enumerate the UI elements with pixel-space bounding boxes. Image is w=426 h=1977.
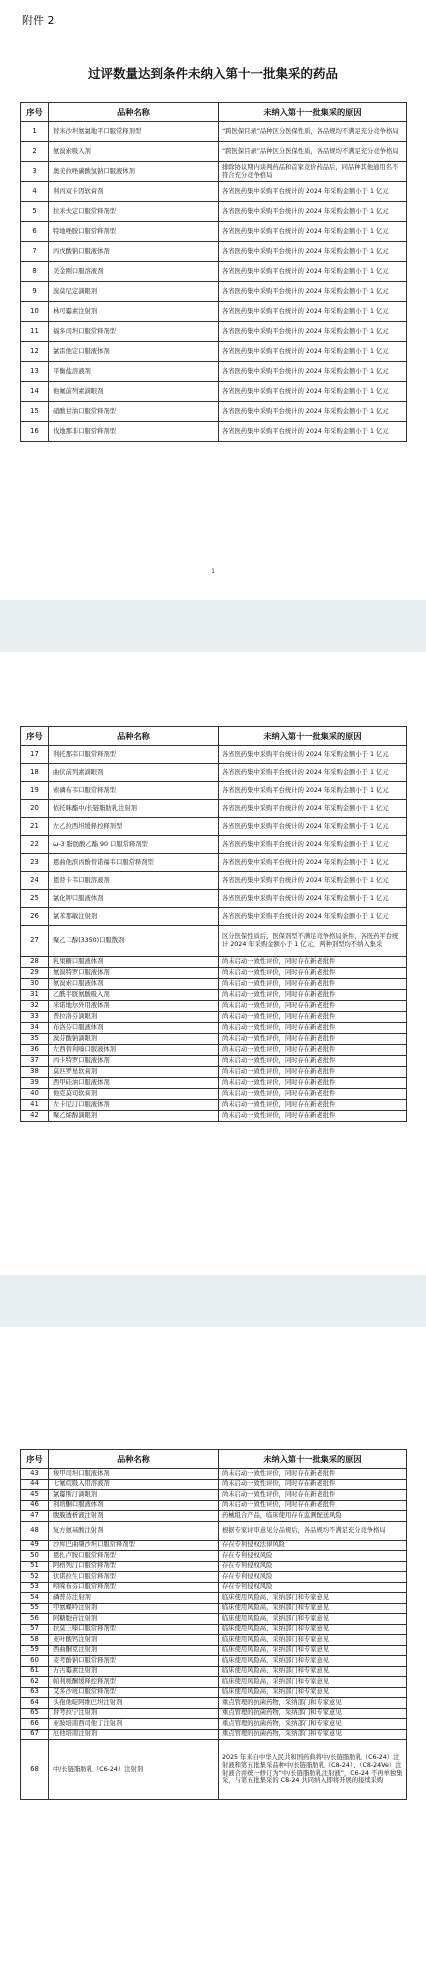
row-number: 58 (21, 1635, 49, 1646)
table-row (21, 1056, 407, 1067)
row-number: 31 (21, 990, 49, 1001)
exclusion-reason: 尚未启动一致性评价，同时存在新老批件 (219, 1469, 407, 1480)
header-name: 品种名称 (49, 1450, 219, 1469)
table-row (21, 1089, 407, 1100)
drug-name: 左乙拉西坦缓释控释剂型 (49, 818, 219, 836)
exclusion-reason: “跨医保目录”品种区分医保性质，各品规均不满足充分竞争格局 (219, 142, 407, 162)
exclusion-reason: 临床使用风险高，采纳部门和专家意见 (219, 1624, 407, 1635)
exclusion-reason: 各省医药集中采购平台统计的 2024 年采购金额小于 1 亿元 (219, 202, 407, 222)
exclusion-reason: 各省医药集中采购平台统计的 2024 年采购金额小于 1 亿元 (219, 782, 407, 800)
row-number: 7 (21, 242, 49, 262)
exclusion-reason: 各省医药集中采购平台统计的 2024 年采购金额小于 1 亿元 (219, 908, 407, 926)
header-reason: 未纳入第十一批集采的原因 (219, 103, 407, 122)
drug-name: 厄他培南注射剂 (49, 1729, 219, 1740)
drug-name: 莫匹罗星软膏剂 (49, 1067, 219, 1078)
table-row (21, 1708, 407, 1719)
row-number: 67 (21, 1729, 49, 1740)
exclusion-reason: 临床使用风险高，采纳部门和专家意见 (219, 1656, 407, 1667)
exclusion-reason: 各省医药集中采购平台统计的 2024 年采购金额小于 1 亿元 (219, 402, 407, 422)
drug-name: 替考拉宁注射剂 (49, 1708, 219, 1719)
table-row (21, 1023, 407, 1034)
drug-name: 氯苯那敏注射剂 (49, 908, 219, 926)
exclusion-reason: 临床使用风险高，采纳部门和专家意见 (219, 1593, 407, 1604)
table-row (21, 926, 407, 957)
row-number: 23 (21, 854, 49, 872)
drug-name: 沙库巴曲缬沙坦口服常释剂型 (49, 1540, 219, 1551)
table-row (21, 1624, 407, 1635)
row-number: 46 (21, 1500, 49, 1511)
exclusion-reason: 2025 年来自中华人民共和国药典将中/长链脂肪乳（C6-24）注射液和第五批集采品种中/长链脂肪乳（C8-24）、（C8-24Ve）注射液合并统一修订为“中/长链脂肪乳注射液”，C6-24 不再单独集采，与第五批集采的 C8-24 共同纳入即将开展的接续采购 (219, 1740, 407, 1800)
row-number: 51 (21, 1561, 49, 1572)
row-number: 49 (21, 1540, 49, 1551)
exclusion-reason: 临床使用风险高，采纳部门和专家意见 (219, 1666, 407, 1677)
exclusion-reason: 各省医药集中采购平台统计的 2024 年采购金额小于 1 亿元 (219, 282, 407, 302)
row-number: 5 (21, 202, 49, 222)
row-number: 24 (21, 872, 49, 890)
exclusion-reason: 存在专利侵权风险 (219, 1551, 407, 1562)
table-row (21, 890, 407, 908)
exclusion-reason: 存在专利侵权法律风险 (219, 1540, 407, 1551)
row-number: 47 (21, 1511, 49, 1522)
table-row (21, 1614, 407, 1625)
row-number: 9 (21, 282, 49, 302)
row-number: 8 (21, 262, 49, 282)
table-row (21, 1740, 407, 1800)
table-row (21, 746, 407, 764)
exclusion-reason: 各省医药集中采购平台统计的 2024 年采购金额小于 1 亿元 (219, 800, 407, 818)
exclusion-reason: 重点管理的抗菌药物，采纳部门和专家意见 (219, 1698, 407, 1709)
table-row (21, 1687, 407, 1698)
table-row (21, 1666, 407, 1677)
table-row (21, 1645, 407, 1656)
drug-name: 头孢他啶阿维巴坦注射剂 (49, 1698, 219, 1709)
table-row (21, 1034, 407, 1045)
exclusion-reason: 尚未启动一致性评价，同时存在新老批件 (219, 1001, 407, 1012)
row-number: 61 (21, 1666, 49, 1677)
exclusion-reason: 尚未启动一致性评价，同时存在新老批件 (219, 1034, 407, 1045)
drug-name: 拉莫三嗪口服常释剂型 (49, 1624, 219, 1635)
drug-name: 阿糖胞苷注射剂 (49, 1614, 219, 1625)
drug-name: 左卡尼汀口服液体剂 (49, 1100, 219, 1111)
exclusion-reason: 尚未启动一致性评价，同时存在新老批件 (219, 1111, 407, 1122)
row-number: 40 (21, 1089, 49, 1100)
row-number: 25 (21, 890, 49, 908)
exclusion-reason: 尚未启动一致性评价，同时存在新老批件 (219, 968, 407, 979)
exclusion-reason: 尚未启动一致性评价，同时存在新老批件 (219, 990, 407, 1001)
drug-name: 磷普芬注射剂 (49, 1593, 219, 1604)
row-number: 18 (21, 764, 49, 782)
table-row (21, 854, 407, 872)
row-number: 65 (21, 1708, 49, 1719)
drug-table-1 (20, 102, 407, 442)
exclusion-reason: 尚未启动一致性评价，同时存在新老批件 (219, 1490, 407, 1501)
document-page-1 (0, 0, 426, 600)
exclusion-reason: 尚未启动一致性评价，同时存在新老批件 (219, 1023, 407, 1034)
table-row (21, 1540, 407, 1551)
exclusion-reason: 各省医药集中采购平台统计的 2024 年采购金额小于 1 亿元 (219, 764, 407, 782)
row-number: 10 (21, 302, 49, 322)
drug-name: 七氟烷吸入用溶液剂 (49, 1479, 219, 1490)
row-number: 22 (21, 836, 49, 854)
table-row (21, 262, 407, 282)
row-number: 13 (21, 362, 49, 382)
table-row (21, 1111, 407, 1122)
exclusion-reason: 重点管理的抗菌药物，采纳部门和专家意见 (219, 1708, 407, 1719)
exclusion-reason: 排除协议期内谈判药品和首家竞价药品后，同品种其他通用名不符合充分竞争格局 (219, 162, 407, 182)
table-row (21, 1045, 407, 1056)
exclusion-reason: 各省医药集中采购平台统计的 2024 年采购金额小于 1 亿元 (219, 242, 407, 262)
table-row (21, 764, 407, 782)
table-row (21, 1551, 407, 1562)
drug-name: 米诺地尔外用液体剂 (49, 1001, 219, 1012)
table-row (21, 1635, 407, 1646)
drug-name: ω-3 脂肪酸乙酯 90 口服常释剂型 (49, 836, 219, 854)
row-number: 53 (21, 1582, 49, 1593)
drug-name: 氨溴索吸入剂 (49, 142, 219, 162)
page-gap (0, 600, 426, 652)
drug-name: 奥美拉唑碳酸氢钠口服液体剂 (49, 162, 219, 182)
drug-name: 依托咪酯中/长链脂肪乳注射剂 (49, 800, 219, 818)
row-number: 28 (21, 957, 49, 968)
table-row (21, 1067, 407, 1078)
row-number: 26 (21, 908, 49, 926)
drug-name: 羧甲司坦口服液体剂 (49, 1469, 219, 1480)
row-number: 36 (21, 1045, 49, 1056)
exclusion-reason: 临床使用风险高，采纳部门和专家意见 (219, 1614, 407, 1625)
drug-name: 替米沙坦氨氯地平口服常释剂型 (49, 122, 219, 142)
drug-name: 艾多沙班口服常释剂型 (49, 1687, 219, 1698)
exclusion-reason: 临床使用风险高，采纳部门和专家意见 (219, 1603, 407, 1614)
exclusion-reason: 尚未启动一致性评价，同时存在新老批件 (219, 1100, 407, 1111)
table-row (21, 222, 407, 242)
table-row (21, 362, 407, 382)
row-number: 38 (21, 1067, 49, 1078)
exclusion-reason: 药械组合产品，临床使用存在监测配送风险 (219, 1511, 407, 1522)
exclusion-reason: 各省医药集中采购平台统计的 2024 年采购金额小于 1 亿元 (219, 854, 407, 872)
drug-name: 曲伏前列素滴眼剂 (49, 764, 219, 782)
row-number: 59 (21, 1645, 49, 1656)
drug-name: 溴莫尼定滴眼剂 (49, 282, 219, 302)
exclusion-reason: 存在专利侵权风险 (219, 1582, 407, 1593)
row-number: 34 (21, 1023, 49, 1034)
exclusion-reason: 各省医药集中采购平台统计的 2024 年采购金额小于 1 亿元 (219, 746, 407, 764)
exclusion-reason: 各省医药集中采购平台统计的 2024 年采购金额小于 1 亿元 (219, 302, 407, 322)
table-row (21, 908, 407, 926)
row-number: 55 (21, 1603, 49, 1614)
table-row (21, 282, 407, 302)
table-row (21, 1698, 407, 1709)
row-number: 57 (21, 1624, 49, 1635)
table-row (21, 1001, 407, 1012)
drug-name: 索磷布韦口服常释剂型 (49, 782, 219, 800)
drug-name: 恩扎卢胺口服常释剂型 (49, 1551, 219, 1562)
exclusion-reason: 尚未启动一致性评价，同时存在新老批件 (219, 979, 407, 990)
row-number: 50 (21, 1551, 49, 1562)
exclusion-reason: 临床使用风险高，采纳部门和专家意见 (219, 1635, 407, 1646)
drug-name: 利托那韦口服常释剂型 (49, 746, 219, 764)
drug-name: 溴芬酸钠滴眼剂 (49, 1034, 219, 1045)
drug-name: 聚乙烯醇滴眼剂 (49, 1111, 219, 1122)
drug-name: 聚乙二醇(3350)口服散剂 (49, 926, 219, 957)
table-row (21, 968, 407, 979)
drug-name: 西甲硅油口服液体剂 (49, 1078, 219, 1089)
row-number: 12 (21, 342, 49, 362)
row-number: 15 (21, 402, 49, 422)
row-number: 62 (21, 1677, 49, 1688)
exclusion-reason: 各省医药集中采购平台统计的 2024 年采购金额小于 1 亿元 (219, 262, 407, 282)
header-no: 序号 (21, 1450, 49, 1469)
row-number: 37 (21, 1056, 49, 1067)
row-number: 6 (21, 222, 49, 242)
table-row (21, 957, 407, 968)
page-number: 1 (211, 568, 215, 575)
drug-name: 恩曲他滨丙酚替诺福韦口服常释剂型 (49, 854, 219, 872)
exclusion-reason: 尚未启动一致性评价，同时存在新老批件 (219, 1078, 407, 1089)
row-number: 14 (21, 382, 49, 402)
table-row (21, 800, 407, 818)
row-number: 43 (21, 1469, 49, 1480)
drug-name: 甲氨蝶呤注射剂 (49, 1603, 219, 1614)
drug-name: 林可霉素注射剂 (49, 302, 219, 322)
table-row (21, 1593, 407, 1604)
row-number: 39 (21, 1078, 49, 1089)
drug-name: 布洛芬口服液体剂 (49, 1023, 219, 1034)
header-reason: 未纳入第十一批集采的原因 (219, 1450, 407, 1469)
table-row (21, 872, 407, 890)
table-row (21, 818, 407, 836)
row-number: 21 (21, 818, 49, 836)
row-number: 52 (21, 1572, 49, 1583)
exclusion-reason: “跨医保目录”品种区分医保性质，各品规均不满足充分竞争格局 (219, 122, 407, 142)
page-gap (0, 1275, 426, 1327)
table-row (21, 382, 407, 402)
drug-name: 普拉洛芬滴眼剂 (49, 1012, 219, 1023)
drug-table-2 (20, 726, 407, 1122)
table-row (21, 182, 407, 202)
table-row (21, 1582, 407, 1593)
table-row (21, 1012, 407, 1023)
row-number: 35 (21, 1034, 49, 1045)
drug-name: 西曲酮克注射剂 (49, 1645, 219, 1656)
table-row (21, 1572, 407, 1583)
exclusion-reason: 各省医药集中采购平台统计的 2024 年采购金额小于 1 亿元 (219, 836, 407, 854)
document-title: 过评数量达到条件未纳入第十一批集采的药品 (87, 66, 338, 81)
row-number: 64 (21, 1698, 49, 1709)
drug-name: 利培酮口服液体剂 (49, 1500, 219, 1511)
exclusion-reason: 尚未启动一致性评价，同时存在新老批件 (219, 1045, 407, 1056)
exclusion-reason: 临床使用风险高，采纳部门和专家意见 (219, 1677, 407, 1688)
header-no: 序号 (21, 727, 49, 746)
table-row (21, 322, 407, 342)
table-row (21, 1078, 407, 1089)
table-row (21, 422, 407, 442)
row-number: 45 (21, 1490, 49, 1501)
row-number: 2 (21, 142, 49, 162)
table-row (21, 342, 407, 362)
row-number: 60 (21, 1656, 49, 1667)
table-row (21, 1561, 407, 1572)
exclusion-reason: 临床使用风险高，采纳部门和专家意见 (219, 1687, 407, 1698)
drug-name: 美金刚口服溶液剂 (49, 262, 219, 282)
attachment-label: 附件 2 (22, 14, 55, 27)
row-number: 19 (21, 782, 49, 800)
row-number: 66 (21, 1719, 49, 1730)
table-row (21, 990, 407, 1001)
table-row (21, 402, 407, 422)
exclusion-reason: 临床使用风险高，采纳部门和专家意见 (219, 1645, 407, 1656)
table-row (21, 302, 407, 322)
table-row (21, 782, 407, 800)
table-row (21, 242, 407, 262)
drug-name: 吲哚布芬口服常释剂型 (49, 1582, 219, 1593)
exclusion-reason: 重点管理的抗菌药物，采纳部门和专家意见 (219, 1719, 407, 1730)
exclusion-reason: 尚未启动一致性评价，同时存在新老批件 (219, 1479, 407, 1490)
header-name: 品种名称 (49, 103, 219, 122)
exclusion-reason: 各省医药集中采购平台统计的 2024 年采购金额小于 1 亿元 (219, 818, 407, 836)
table-row (21, 162, 407, 182)
row-number: 54 (21, 1593, 49, 1604)
exclusion-reason: 各省医药集中采购平台统计的 2024 年采购金额小于 1 亿元 (219, 890, 407, 908)
header-reason: 未纳入第十一批集采的原因 (219, 727, 407, 746)
exclusion-reason: 各省医药集中采购平台统计的 2024 年采购金额小于 1 亿元 (219, 422, 407, 442)
drug-name: 亚叶酸钙注射剂 (49, 1635, 219, 1646)
drug-name: 他氟前列素滴眼剂 (49, 382, 219, 402)
table-row (21, 1511, 407, 1522)
document-page-2 (0, 652, 426, 1275)
drug-name: 亚胺培南西司他丁注射剂 (49, 1719, 219, 1730)
table-row (21, 1100, 407, 1111)
exclusion-reason: 尚未启动一致性评价，同时存在新老批件 (219, 1089, 407, 1100)
drug-name: 腹膜透析液注射剂 (49, 1511, 219, 1522)
drug-name: 复方氨基酸注射剂 (49, 1521, 219, 1540)
exclusion-reason: 尚未启动一致性评价，同时存在新老批件 (219, 957, 407, 968)
row-number: 56 (21, 1614, 49, 1625)
row-number: 68 (21, 1740, 49, 1800)
exclusion-reason: 存在专利侵权风险 (219, 1561, 407, 1572)
drug-name: 万古霉素注射剂 (49, 1666, 219, 1677)
table-row (21, 1500, 407, 1511)
table-row (21, 1479, 407, 1490)
table-row (21, 1603, 407, 1614)
table-row (21, 1469, 407, 1480)
exclusion-reason: 各省医药集中采购平台统计的 2024 年采购金额小于 1 亿元 (219, 322, 407, 342)
drug-name: 伐地那非口服常释剂型 (49, 422, 219, 442)
table-row (21, 1677, 407, 1688)
table-row (21, 1656, 407, 1667)
drug-name: 平衡盐溶液剂 (49, 362, 219, 382)
header-name: 品种名称 (49, 727, 219, 746)
drug-name: 利丙双卡因软膏剂 (49, 182, 219, 202)
row-number: 32 (21, 1001, 49, 1012)
drug-name: 氨溴特罗口服液体剂 (49, 968, 219, 979)
exclusion-reason: 尚未启动一致性评价，同时存在新老批件 (219, 1012, 407, 1023)
exclusion-reason: 重点管理的抗菌药物，采纳部门和专家意见 (219, 1729, 407, 1740)
drug-name: 恩替卡韦口服溶液剂 (49, 872, 219, 890)
exclusion-reason: 各省医药集中采购平台统计的 2024 年采购金额小于 1 亿元 (219, 362, 407, 382)
exclusion-reason: 尚未启动一致性评价，同时存在新老批件 (219, 1500, 407, 1511)
exclusion-reason: 各省医药集中采购平台统计的 2024 年采购金额小于 1 亿元 (219, 342, 407, 362)
drug-name: 特地唑胺口服常释剂型 (49, 222, 219, 242)
drug-name: 拉米夫定口服常释剂型 (49, 202, 219, 222)
row-number: 30 (21, 979, 49, 990)
drug-name: 阿格列汀口服常释剂型 (49, 1561, 219, 1572)
exclusion-reason: 各省医药集中采购平台统计的 2024 年采购金额小于 1 亿元 (219, 222, 407, 242)
row-number: 48 (21, 1521, 49, 1540)
row-number: 20 (21, 800, 49, 818)
drug-name: 福多司坦口服常释剂型 (49, 322, 219, 342)
exclusion-reason: 区分医保性质后，医保剂型不满足竞争格局条件，各医药平台统计 2024 年采购金额小于 1 亿元，两种剂型均不纳入集采 (219, 926, 407, 957)
table-row (21, 1521, 407, 1540)
exclusion-reason: 各省医药集中采购平台统计的 2024 年采购金额小于 1 亿元 (219, 182, 407, 202)
drug-name: 氯雷他定口服液体剂 (49, 342, 219, 362)
drug-name: 伏诺拉生口服常释剂型 (49, 1572, 219, 1583)
row-number: 16 (21, 422, 49, 442)
drug-name: 氨溴索口服液体剂 (49, 979, 219, 990)
drug-name: 氯霉斯汀滴眼剂 (49, 1490, 219, 1501)
drug-name: 丙戊酸钠口服液体剂 (49, 242, 219, 262)
exclusion-reason: 存在专利侵权风险 (219, 1572, 407, 1583)
drug-name: 帕利哌酮缓释控释剂型 (49, 1677, 219, 1688)
exclusion-reason: 尚未启动一致性评价，同时存在新老批件 (219, 1056, 407, 1067)
row-number: 41 (21, 1100, 49, 1111)
drug-name: 麦考酚钠口服常释剂型 (49, 1656, 219, 1667)
row-number: 4 (21, 182, 49, 202)
table-row (21, 836, 407, 854)
table-row (21, 1490, 407, 1501)
header-no: 序号 (21, 103, 49, 122)
row-number: 29 (21, 968, 49, 979)
row-number: 1 (21, 122, 49, 142)
exclusion-reason: 各省医药集中采购平台统计的 2024 年采购金额小于 1 亿元 (219, 872, 407, 890)
table-row (21, 142, 407, 162)
exclusion-reason: 各省医药集中采购平台统计的 2024 年采购金额小于 1 亿元 (219, 382, 407, 402)
exclusion-reason: 尚未启动一致性评价，同时存在新老批件 (219, 1067, 407, 1078)
row-number: 33 (21, 1012, 49, 1023)
exclusion-reason: 根据专家评审意见分品规后，各品规均不满足充分竞争格局 (219, 1521, 407, 1540)
drug-table-3 (20, 1449, 407, 1800)
drug-name: 他克莫司软膏剂 (49, 1089, 219, 1100)
table-row (21, 979, 407, 990)
table-row (21, 122, 407, 142)
row-number: 42 (21, 1111, 49, 1122)
row-number: 11 (21, 322, 49, 342)
drug-name: 丙卡特罗口服液体剂 (49, 1056, 219, 1067)
row-number: 63 (21, 1687, 49, 1698)
document-page-3 (0, 1327, 426, 1977)
row-number: 3 (21, 162, 49, 182)
drug-name: 乙酰半胱氨酸吸入剂 (49, 990, 219, 1001)
drug-name: 乳果糖口服液体剂 (49, 957, 219, 968)
drug-name: 氯化钾口服液体剂 (49, 890, 219, 908)
row-number: 44 (21, 1479, 49, 1490)
table-row (21, 1729, 407, 1740)
row-number: 27 (21, 926, 49, 957)
row-number: 17 (21, 746, 49, 764)
table-row (21, 202, 407, 222)
table-row (21, 1719, 407, 1730)
drug-name: 硝酸甘油口服常释剂型 (49, 402, 219, 422)
drug-name: 左西替利嗪口服液体剂 (49, 1045, 219, 1056)
drug-name: 中/长链脂肪乳（C6-24）注射剂 (49, 1740, 219, 1800)
